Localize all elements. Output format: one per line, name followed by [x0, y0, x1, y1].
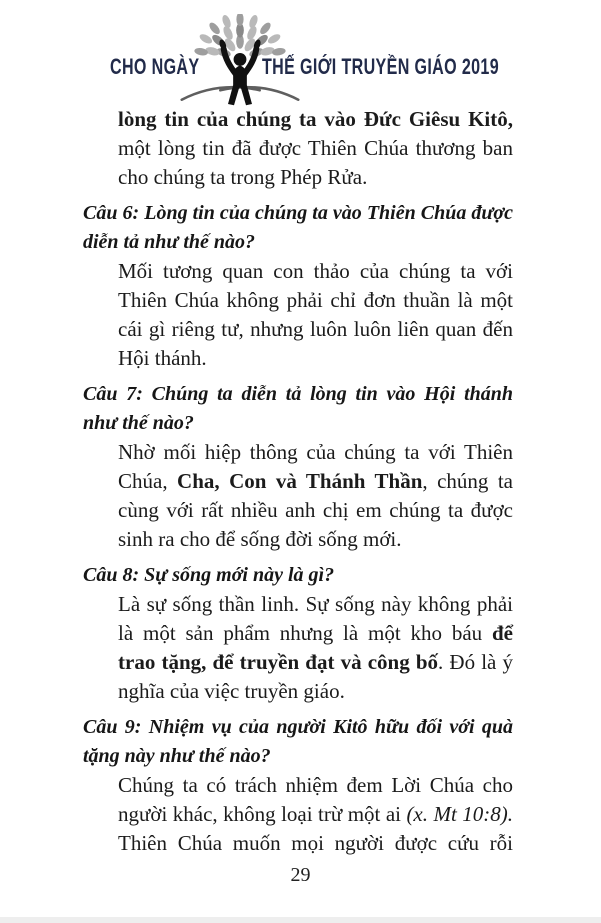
text-segment: Cha, Con và Thánh Thần — [177, 469, 423, 493]
text-line — [118, 800, 513, 829]
text-line — [118, 829, 513, 858]
text-line — [118, 438, 513, 467]
text-segment: cái gì riêng tư, nhưng luôn luôn liên quan đến — [118, 317, 513, 341]
text-segment: Thiên Chúa không phải chỉ đơn thuần là một — [118, 288, 513, 312]
text-line — [118, 771, 513, 800]
text-segment: Câu 6: Lòng tin của chúng ta vào Thiên Chúa được — [83, 202, 513, 224]
question-heading — [83, 380, 513, 438]
text-line — [118, 134, 513, 163]
text-line — [118, 344, 513, 373]
text-segment: Chúa, — [118, 469, 178, 493]
text-line — [118, 648, 513, 677]
text-segment: cùng với rất nhiều anh chị em chúng ta được — [118, 498, 513, 522]
answer-paragraph — [118, 105, 513, 192]
text-segment: Thiên Chúa muốn mọi người được cứu rỗi — [118, 831, 513, 855]
text-line — [83, 199, 513, 228]
text-segment: tặng này như thế nào? — [83, 745, 271, 767]
leaf-fan — [194, 14, 286, 59]
text-line — [118, 467, 513, 496]
text-line — [83, 228, 513, 257]
swoosh-arcs — [182, 87, 299, 100]
text-line — [83, 380, 513, 409]
text-segment: người khác, không loại trừ một ai — [118, 802, 407, 826]
text-segment: Nhờ mối hiệp thông của chúng ta với Thiên — [118, 440, 513, 464]
header-right-text: THẾ GIỚI TRUYỀN GIÁO 2019 — [262, 54, 500, 79]
text-line — [118, 619, 513, 648]
answer-paragraph — [118, 438, 513, 554]
page-header — [0, 0, 601, 115]
text-segment: . Đó là ý — [438, 650, 513, 674]
text-segment: sinh ra cho để sống đời sống mới. — [118, 527, 402, 551]
text-segment: Hội thánh. — [118, 346, 207, 370]
text-line — [83, 561, 513, 590]
text-segment: trao tặng, để truyền đạt và công bố — [118, 650, 439, 674]
text-line — [118, 590, 513, 619]
answer-paragraph — [118, 257, 513, 373]
text-segment: Câu 8: Sự sống mới này là gì? — [83, 564, 335, 586]
text-line — [118, 286, 513, 315]
text-line — [118, 525, 513, 554]
text-line — [83, 409, 513, 438]
text-line — [118, 105, 513, 134]
text-segment: Câu 9: Nhiệm vụ của người Kitô hữu đối với quà — [83, 716, 513, 738]
answer-paragraph — [118, 771, 513, 858]
text-segment: để — [492, 621, 513, 645]
text-segment: một lòng tin đã được Thiên Chúa thương ban — [118, 136, 513, 160]
question-heading — [83, 199, 513, 257]
text-segment: lòng tin của chúng ta vào Đức Giêsu Kitô, — [118, 107, 513, 131]
text-line — [83, 742, 513, 771]
text-segment: , chúng ta — [422, 469, 514, 493]
text-line — [118, 163, 513, 192]
text-segment: cho chúng ta trong Phép Rửa. — [118, 165, 368, 189]
text-segment: Câu 7: Chúng ta diễn tả lòng tin vào Hội thánh — [83, 383, 513, 405]
question-heading — [83, 713, 513, 771]
question-heading — [83, 561, 513, 590]
text-line — [118, 315, 513, 344]
text-line — [118, 257, 513, 286]
text-line — [118, 677, 513, 706]
header-left-text: CHO NGÀY — [110, 54, 200, 79]
text-line — [118, 496, 513, 525]
content-blocks — [83, 105, 513, 858]
text-segment: diễn tả như thế nào? — [83, 231, 256, 253]
text-segment: (x. Mt 10:8). — [406, 802, 513, 826]
bottom-edge-strip — [0, 917, 601, 923]
text-segment: như thế nào? — [83, 412, 194, 434]
answer-paragraph — [118, 590, 513, 706]
text-line — [83, 713, 513, 742]
page-number: 29 — [290, 864, 311, 886]
text-segment: nghĩa của việc truyền giáo. — [118, 679, 345, 703]
text-segment: là một sản phẩm nhưng là một kho báu — [118, 621, 492, 645]
text-segment: Chúng ta có trách nhiệm đem Lời Chúa cho — [118, 773, 513, 797]
text-segment: Là sự sống thần linh. Sự sống này không phải — [118, 592, 513, 616]
text-segment: Mối tương quan con thảo của chúng ta với — [118, 259, 513, 283]
